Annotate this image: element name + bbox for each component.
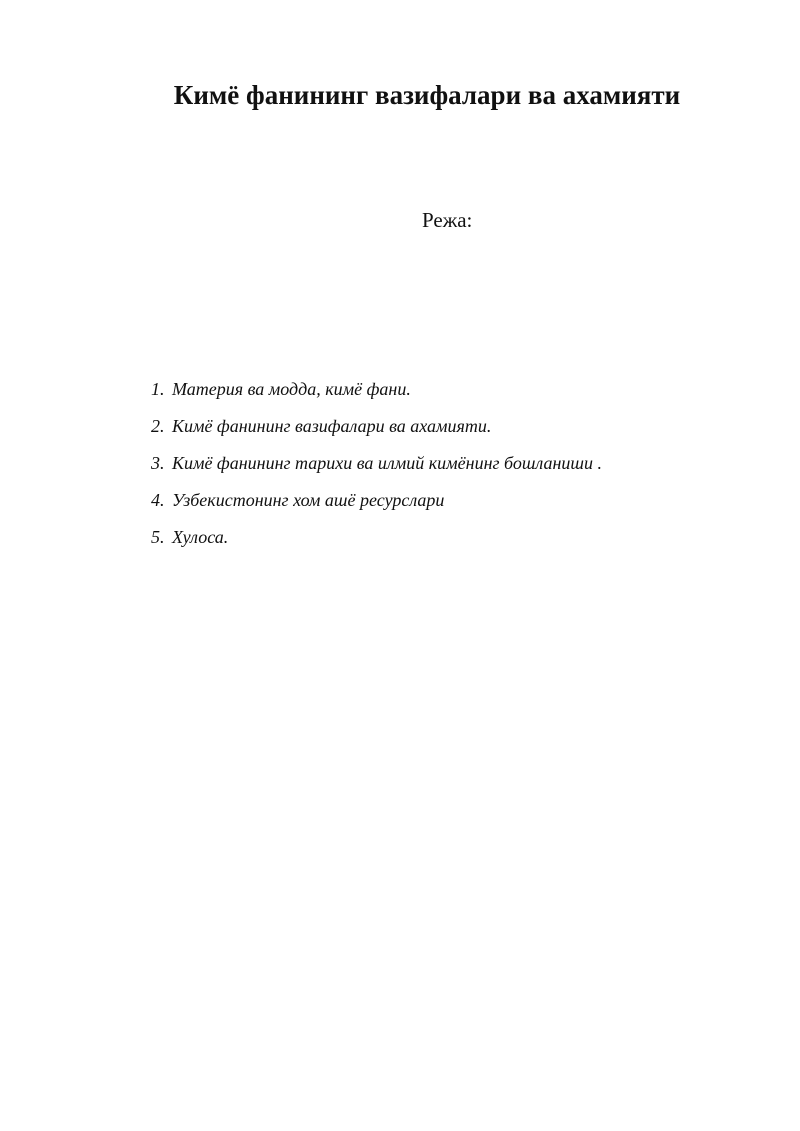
plan-item-text: Кимё фанининг вазифалари ва ахамияти. bbox=[172, 416, 492, 436]
plan-item bbox=[151, 408, 602, 445]
plan-list bbox=[151, 371, 602, 556]
plan-item bbox=[151, 445, 602, 482]
plan-item-text: Хулоса. bbox=[172, 527, 229, 547]
plan-item bbox=[151, 519, 602, 556]
plan-item bbox=[151, 482, 602, 519]
document-title: Кимё фанининг вазифалари ва ахамияти bbox=[173, 80, 681, 110]
plan-item-number: 5. bbox=[151, 527, 165, 547]
plan-item-number: 3. bbox=[151, 453, 165, 473]
plan-item-number: 1. bbox=[151, 379, 165, 399]
plan-item-number: 2. bbox=[151, 416, 165, 436]
plan-item-text: Узбекистонинг хом ашё ресурслари bbox=[172, 490, 445, 510]
plan-heading: Режа: bbox=[422, 208, 473, 232]
plan-item-text: Материя ва модда, кимё фани. bbox=[172, 379, 411, 399]
plan-item bbox=[151, 371, 602, 408]
plan-item-text: Кимё фанининг тарихи ва илмий кимёнинг бошланиши . bbox=[172, 453, 603, 473]
plan-item-number: 4. bbox=[151, 490, 165, 510]
